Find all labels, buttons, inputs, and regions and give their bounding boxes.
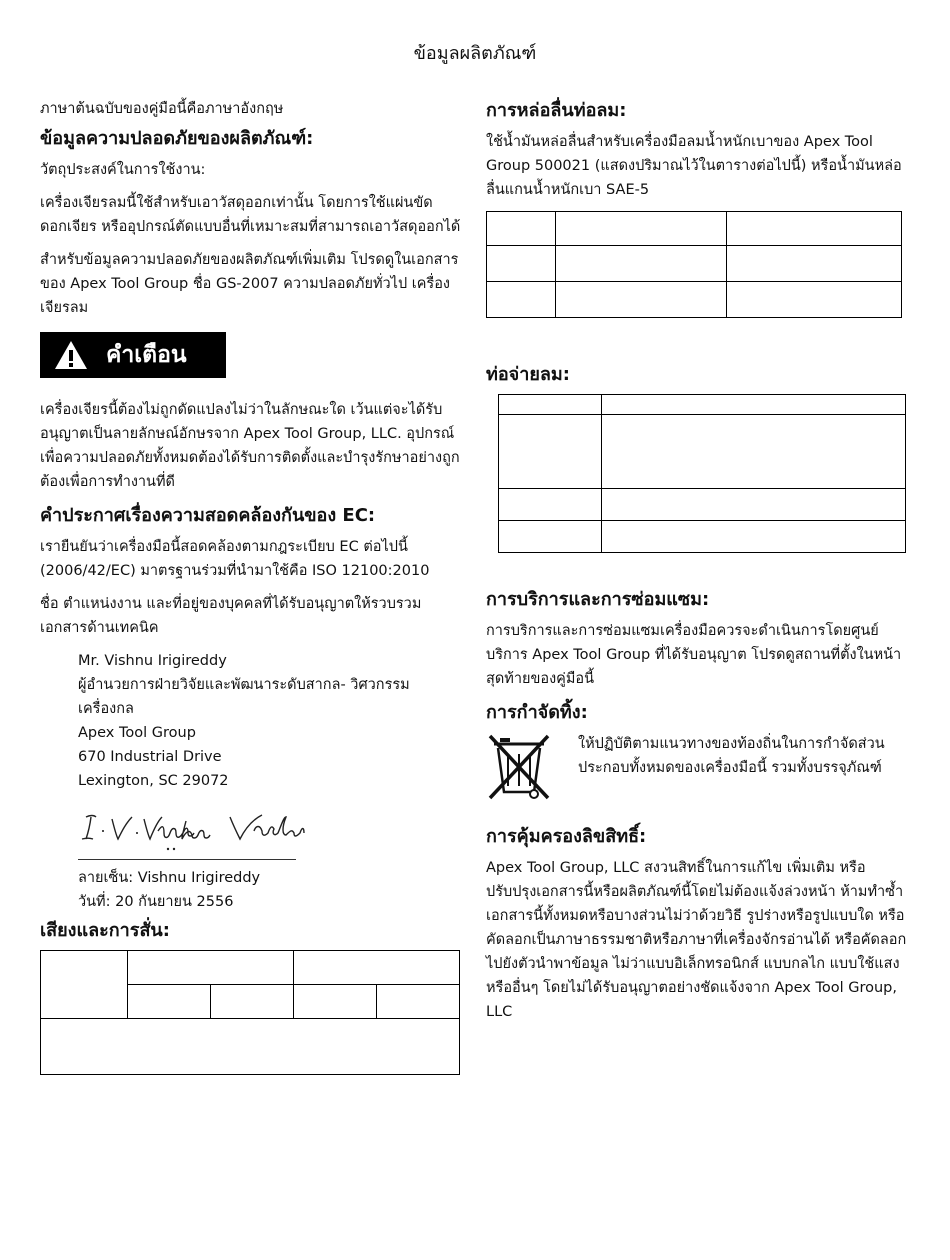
left-column [40, 98, 464, 1075]
address-name: Mr. Vishnu Irigireddy [78, 653, 227, 669]
table-cell [727, 282, 902, 318]
language-note: ภาษาต้นฉบับของคู่มือนี้คือภาษาอังกฤษ [40, 101, 284, 117]
more-safety-info: สำหรับข้อมูลความปลอดภัยของผลิตภัณฑ์เพิ่มเติม โปรดดูในเอกสารของ Apex Tool Group ชื่อ GS-2007 ความปลอดภัยทั่วไป เครื่องเจียรลม [40, 252, 459, 316]
table-cell [499, 415, 602, 489]
table-cell [556, 282, 727, 318]
table-cell [602, 415, 906, 489]
table-cell [602, 521, 906, 553]
table-cell [602, 395, 906, 415]
table-cell [727, 246, 902, 282]
address-city: Lexington, SC 29072 [78, 773, 229, 789]
address-block [78, 649, 464, 793]
disposal-heading: การกำจัดทิ้ง: [486, 702, 588, 723]
crossed-bin-icon [486, 732, 568, 806]
disposal-block [486, 732, 910, 806]
address-title: ผู้อำนวยการฝ่ายวิจัยและพัฒนาระดับสากล- วิศวกรรมเครื่องกล [78, 677, 410, 717]
lubrication-text: ใช้น้ำมันหล่อลื่นสำหรับเครื่องมือลมน้ำหนักเบาของ Apex Tool Group 500021 (แสดงปริมาณไว้ในตารางต่อไปนี้) หรือน้ำมันหล่อลื่นแกนน้ำหนักเบา SAE-5 [486, 134, 902, 198]
table-cell [41, 1019, 460, 1075]
table-cell [41, 951, 128, 1019]
table-cell [487, 246, 556, 282]
address-company: Apex Tool Group [78, 725, 196, 741]
noise-vibration-table [40, 950, 460, 1075]
lubrication-table [486, 211, 902, 318]
safety-heading: ข้อมูลความปลอดภัยของผลิตภัณฑ์: [40, 128, 314, 149]
copyright-text: Apex Tool Group, LLC สงวนสิทธิ์ในการแก้ไข เพิ่มเติม หรือปรับปรุงเอกสารนี้หรือผลิตภัณฑ์นี้โดยไม่ต้องแจ้งล่วงหน้า ห้ามทำซ้ำเอกสารนี้ทั้งหมดหรือบางส่วนไม่ว่าด้วยวิธี รูปร่างหรือรูปแบบใด หรือคัดลอกเป็นภาษาธรรมชาติหรือภาษาที่เครื่องจักรอ่านได้ หรือคัดลอกไปยังตัวนำพาข้อมูล ไม่ว่าแบบอิเล็กทรอนิกส์ แบบกลไก แบบใช้แสง หรืออื่นๆ โดยไม่ได้รับอนุญาตอย่างชัดแจ้งจาก Apex Tool Group, LLC [486, 860, 907, 1020]
disposal-text: ให้ปฏิบัติตามแนวทางของท้องถิ่นในการกำจัดส่วนประกอบทั้งหมดของเครื่องมือนี้ รวมทั้งบรรจุภัณฑ์ [578, 736, 885, 776]
table-cell [727, 212, 902, 246]
copyright-heading: การคุ้มครองลิขสิทธิ์: [486, 826, 647, 847]
address-street: 670 Industrial Drive [78, 749, 222, 765]
intended-use-label: วัตถุประสงค์ในการใช้งาน: [40, 162, 206, 178]
table-cell [487, 212, 556, 246]
table-cell [487, 282, 556, 318]
signature-date: วันที่: 20 กันยายน 2556 [78, 894, 234, 910]
service-text: การบริการและการซ่อมแซมเครื่องมือควรจะดำเนินการโดยศูนย์บริการ Apex Tool Group ที่ได้รับอนุญาต โปรดดูสถานที่ตั้งในหน้าสุดท้ายของคู่มือนี้ [486, 623, 902, 687]
table-cell [499, 489, 602, 521]
lubrication-heading: การหล่อลื่นท่อลม: [486, 100, 627, 121]
ec-text: เรายืนยันว่าเครื่องมือนี้สอดคล้องตามกฎระเบียบ EC ต่อไปนี้ (2006/42/EC) มาตรฐานร่วมที่นำมาใช้คือ ISO 12100:2010 [40, 539, 430, 579]
right-column [486, 98, 910, 1033]
service-heading: การบริการและการซ่อมแซม: [486, 589, 710, 610]
table-cell [556, 246, 727, 282]
table-cell [294, 951, 460, 985]
table-cell [377, 985, 460, 1019]
warning-banner [40, 332, 226, 378]
warning-label: คำเตือน [106, 342, 187, 368]
signature-label: ลายเซ็น: Vishnu Irigireddy [78, 870, 261, 886]
table-cell [211, 985, 294, 1019]
warning-text: เครื่องเจียรนี้ต้องไม่ถูกดัดแปลงไม่ว่าในลักษณะใด เว้นแต่จะได้รับอนุญาตเป็นลายลักษณ์อักษรจาก Apex Tool Group, LLC. อุปกรณ์เพื่อความปลอดภัยทั้งหมดต้องได้รับการติดตั้งและบำรุงรักษาอย่างถูกต้องเพื่อการทำงานที่ดี [40, 402, 460, 490]
table-cell [499, 395, 602, 415]
ec-heading: คำประกาศเรื่องความสอดคล้องกันของ EC: [40, 505, 376, 526]
table-cell [602, 489, 906, 521]
air-hose-heading: ท่อจ่ายลม: [486, 364, 570, 385]
noise-heading: เสียงและการสั่น: [40, 920, 170, 941]
air-hose-table [498, 394, 906, 553]
signature-line [78, 859, 296, 860]
intended-use-text: เครื่องเจียรลมนี้ใช้สำหรับเอาวัสดุออกเท่านั้น โดยการใช้แผ่นขัด ดอกเจียร หรืออุปกรณ์ตัดแบบอื่นที่เหมาะสมที่สามารถเอาวัสดุออกได้ [40, 195, 461, 235]
table-cell [556, 212, 727, 246]
table-cell [128, 951, 294, 985]
authorized-person-text: ชื่อ ตำแหน่งงาน และที่อยู่ของบุคคลที่ได้รับอนุญาตให้รวบรวมเอกสารด้านเทคนิค [40, 596, 422, 636]
signature-image [78, 807, 308, 853]
page-title: ข้อมูลผลิตภัณฑ์ [413, 43, 537, 64]
table-cell [499, 521, 602, 553]
table-cell [294, 985, 377, 1019]
warning-triangle-icon [40, 339, 102, 371]
signature-block [78, 807, 464, 914]
table-cell [128, 985, 211, 1019]
